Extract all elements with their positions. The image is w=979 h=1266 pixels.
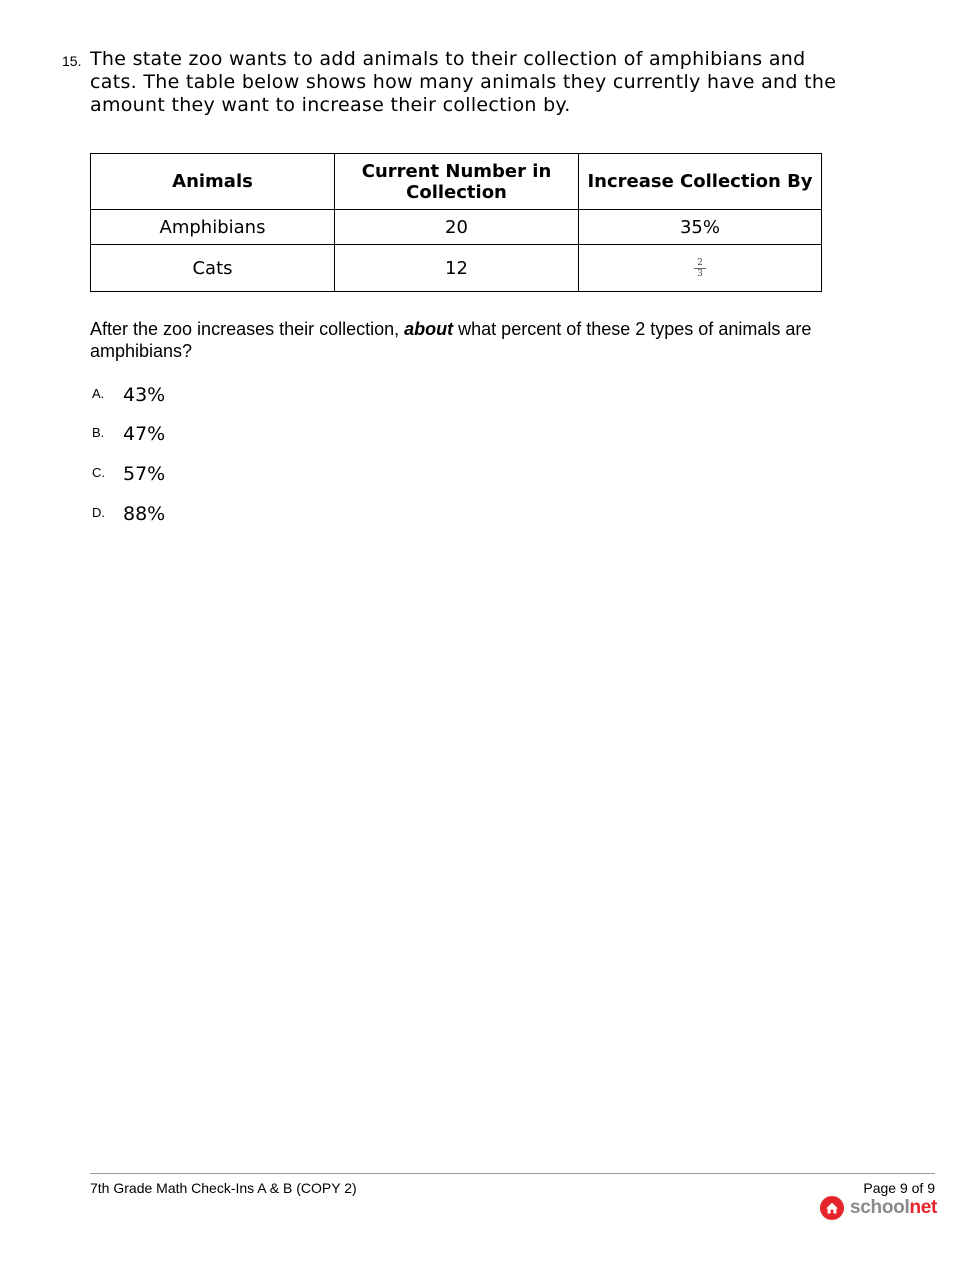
header-animals: Animals xyxy=(91,154,335,210)
choice-value: 88% xyxy=(123,503,166,525)
page-indicator: Page 9 of 9 xyxy=(863,1180,935,1196)
cell-increase: 35% xyxy=(579,210,822,245)
question-prompt xyxy=(90,318,830,362)
question-stem: The state zoo wants to add animals to their collection of amphibians and cats. The table below shows how many animals they currently have and the amount they want to increase their collection by. xyxy=(90,48,837,116)
choice-letter: B. xyxy=(92,425,105,440)
prompt-after: what percent of these 2 types of animals are amphibians? xyxy=(90,319,812,361)
logo-text xyxy=(850,1197,937,1219)
cell-current: 12 xyxy=(335,245,579,292)
fraction xyxy=(694,258,706,279)
choice-letter: A. xyxy=(92,386,105,401)
cell-increase xyxy=(579,245,822,292)
cell-current: 20 xyxy=(335,210,579,245)
data-table xyxy=(90,153,822,292)
fraction-numerator: 2 xyxy=(697,257,703,268)
prompt-emphasis: about xyxy=(404,319,454,339)
table-row xyxy=(91,210,822,245)
choice-value: 43% xyxy=(123,384,166,406)
table-row xyxy=(91,245,822,292)
footer-title: 7th Grade Math Check-Ins A & B (COPY 2) xyxy=(90,1180,357,1196)
house-icon xyxy=(820,1196,844,1220)
header-current-number: Current Number in Collection xyxy=(335,154,579,210)
fraction-denominator: 3 xyxy=(694,268,706,279)
question-number: 15. xyxy=(62,53,82,69)
table-header-row xyxy=(91,154,822,210)
prompt-before: After the zoo increases their collection, xyxy=(90,319,405,339)
choice-value: 57% xyxy=(123,463,166,485)
choice-letter: C. xyxy=(92,465,105,480)
logo-text-net: net xyxy=(909,1197,938,1218)
schoolnet-logo xyxy=(820,1195,937,1221)
logo-text-school: school xyxy=(850,1197,910,1218)
cell-animal: Cats xyxy=(91,245,335,292)
header-increase: Increase Collection By xyxy=(579,154,822,210)
footer-divider xyxy=(90,1173,935,1174)
cell-animal: Amphibians xyxy=(91,210,335,245)
choice-letter: D. xyxy=(92,505,105,520)
choice-value: 47% xyxy=(123,423,166,445)
